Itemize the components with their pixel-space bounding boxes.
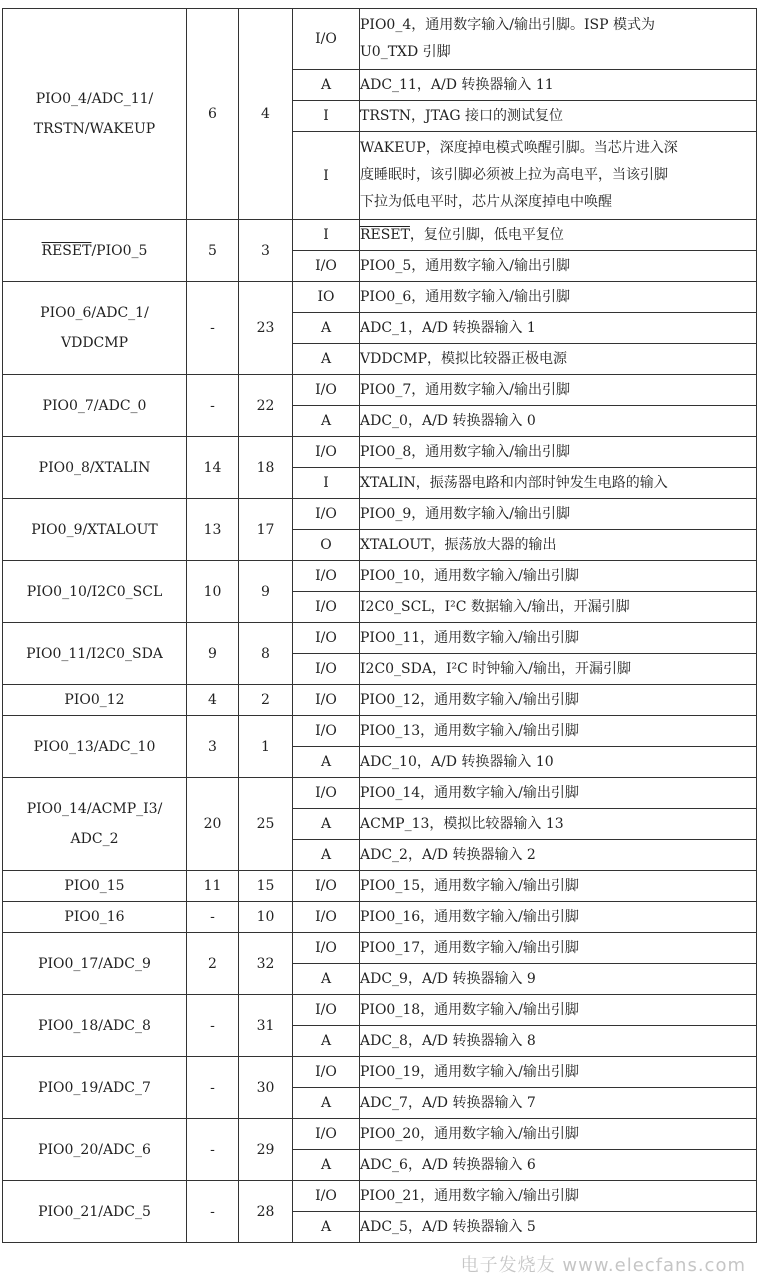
pin-description: PIO0_21，通用数字输入/输出引脚 [360,1181,757,1212]
pin-type: I [293,468,360,499]
pin-description: PIO0_6，通用数字输入/输出引脚 [360,282,757,313]
pin-number-b: 31 [239,995,293,1057]
pin-number-b: 8 [239,623,293,685]
pin-description: ADC_6，A/D 转换器输入 6 [360,1150,757,1181]
pin-type: I/O [293,561,360,592]
pin-number-a: 9 [187,623,239,685]
pin-type: I/O [293,592,360,623]
pin-name: PIO0_12 [3,685,187,716]
pin-description: ADC_9，A/D 转换器输入 9 [360,964,757,995]
pin-type: I [293,132,360,220]
pin-type: I/O [293,654,360,685]
pin-type: I [293,101,360,132]
pin-description: PIO0_12，通用数字输入/输出引脚 [360,685,757,716]
pin-description: ACMP_13，模拟比较器输入 13 [360,809,757,840]
pin-type: I/O [293,1181,360,1212]
pin-name: PIO0_11/I2C0_SDA [3,623,187,685]
pin-name: PIO0_19/ADC_7 [3,1057,187,1119]
pin-number-a: 14 [187,437,239,499]
pin-number-b: 29 [239,1119,293,1181]
table-row [3,933,757,964]
pin-name: PIO0_9/XTALOUT [3,499,187,561]
pin-number-a: 3 [187,716,239,778]
pin-type: I/O [293,623,360,654]
pin-number-a: - [187,1057,239,1119]
pin-description: ADC_1，A/D 转换器输入 1 [360,313,757,344]
table-row [3,9,757,70]
pin-description: I2C0_SCL，I²C 数据输入/输出，开漏引脚 [360,592,757,623]
pin-name: RESET/PIO0_5 [3,220,187,282]
pin-type: I/O [293,499,360,530]
pin-description: PIO0_8，通用数字输入/输出引脚 [360,437,757,468]
pin-description: PIO0_9，通用数字输入/输出引脚 [360,499,757,530]
pin-number-a: 6 [187,9,239,220]
table-row [3,778,757,809]
pin-name: PIO0_4/ADC_11/ TRSTN/WAKEUP [3,9,187,220]
pin-number-a: - [187,1119,239,1181]
pin-type: A [293,809,360,840]
pin-description: PIO0_15，通用数字输入/输出引脚 [360,871,757,902]
pin-description: PIO0_17，通用数字输入/输出引脚 [360,933,757,964]
pin-type: I/O [293,437,360,468]
pin-number-a: 5 [187,220,239,282]
pin-type: I/O [293,1119,360,1150]
table-row [3,716,757,747]
pin-name: PIO0_20/ADC_6 [3,1119,187,1181]
pin-description: ADC_5，A/D 转换器输入 5 [360,1212,757,1243]
pin-description: WAKEUP，深度掉电模式唤醒引脚。当芯片进入深 度睡眠时，该引脚必须被上拉为高电平，当该引脚 下拉为低电平时，芯片从深度掉电中唤醒 [360,132,757,220]
pin-description: PIO0_18，通用数字输入/输出引脚 [360,995,757,1026]
pin-number-b: 2 [239,685,293,716]
pin-description: PIO0_20，通用数字输入/输出引脚 [360,1119,757,1150]
table-row [3,375,757,406]
pin-type: A [293,964,360,995]
pin-type: A [293,406,360,437]
pin-description: PIO0_11，通用数字输入/输出引脚 [360,623,757,654]
pin-type: A [293,840,360,871]
pin-number-a: 10 [187,561,239,623]
pin-name: PIO0_7/ADC_0 [3,375,187,437]
pin-number-b: 25 [239,778,293,871]
pin-type: I/O [293,871,360,902]
table-row [3,1057,757,1088]
pin-description: PIO0_5，通用数字输入/输出引脚 [360,251,757,282]
pin-type: I/O [293,933,360,964]
pin-number-b: 4 [239,9,293,220]
pin-description: RESET，复位引脚，低电平复位 [360,220,757,251]
pin-type: I/O [293,9,360,70]
pin-table [2,8,757,1243]
table-row [3,1181,757,1212]
pin-name: PIO0_14/ACMP_I3/ ADC_2 [3,778,187,871]
table-row [3,1119,757,1150]
pin-description: PIO0_10，通用数字输入/输出引脚 [360,561,757,592]
table-row [3,282,757,313]
pin-number-a: 2 [187,933,239,995]
pin-description: VDDCMP，模拟比较器正极电源 [360,344,757,375]
pin-number-a: - [187,282,239,375]
pin-description: ADC_10，A/D 转换器输入 10 [360,747,757,778]
pin-number-b: 1 [239,716,293,778]
pin-description: PIO0_4，通用数字输入/输出引脚。ISP 模式为 U0_TXD 引脚 [360,9,757,70]
pin-name: PIO0_15 [3,871,187,902]
pin-type: I/O [293,1057,360,1088]
pin-description: XTALIN，振荡器电路和内部时钟发生电路的输入 [360,468,757,499]
watermark: 电子发烧友 www.elecfans.com [460,1255,746,1276]
pin-type: I/O [293,902,360,933]
pin-name: PIO0_21/ADC_5 [3,1181,187,1243]
pin-type: A [293,1026,360,1057]
pin-name: PIO0_10/I2C0_SCL [3,561,187,623]
table-row [3,685,757,716]
pin-number-b: 22 [239,375,293,437]
pin-description: PIO0_7，通用数字输入/输出引脚 [360,375,757,406]
pin-description: PIO0_13，通用数字输入/输出引脚 [360,716,757,747]
pin-number-b: 3 [239,220,293,282]
pin-table-body [3,9,757,1243]
pin-type: A [293,1088,360,1119]
pin-type: A [293,747,360,778]
pin-type: O [293,530,360,561]
pin-type: A [293,70,360,101]
pin-type: I/O [293,685,360,716]
pin-type: I/O [293,716,360,747]
pin-number-b: 23 [239,282,293,375]
pin-description: PIO0_14，通用数字输入/输出引脚 [360,778,757,809]
pin-number-a: 11 [187,871,239,902]
pin-description: ADC_11，A/D 转换器输入 11 [360,70,757,101]
pin-type: I/O [293,995,360,1026]
pin-type: IO [293,282,360,313]
pin-type: I/O [293,251,360,282]
pin-name: PIO0_13/ADC_10 [3,716,187,778]
pin-description: ADC_8，A/D 转换器输入 8 [360,1026,757,1057]
pin-description: PIO0_16，通用数字输入/输出引脚 [360,902,757,933]
pin-name: PIO0_18/ADC_8 [3,995,187,1057]
pin-name: PIO0_16 [3,902,187,933]
pin-number-a: - [187,995,239,1057]
pin-description: XTALOUT，振荡放大器的输出 [360,530,757,561]
pin-type: A [293,344,360,375]
pin-number-b: 9 [239,561,293,623]
pin-type: A [293,1212,360,1243]
pin-name: PIO0_6/ADC_1/ VDDCMP [3,282,187,375]
pin-type: A [293,1150,360,1181]
pin-type: I [293,220,360,251]
pin-description: PIO0_19，通用数字输入/输出引脚 [360,1057,757,1088]
pin-number-b: 17 [239,499,293,561]
pin-number-b: 32 [239,933,293,995]
pin-description: ADC_2，A/D 转换器输入 2 [360,840,757,871]
table-row [3,623,757,654]
pin-number-a: 4 [187,685,239,716]
pin-type: I/O [293,778,360,809]
table-row [3,499,757,530]
table-row [3,561,757,592]
pin-number-a: 20 [187,778,239,871]
pin-description: ADC_0，A/D 转换器输入 0 [360,406,757,437]
table-row [3,437,757,468]
pin-number-a: - [187,902,239,933]
pin-type: A [293,313,360,344]
pin-number-b: 18 [239,437,293,499]
pin-number-a: - [187,1181,239,1243]
pin-description: ADC_7，A/D 转换器输入 7 [360,1088,757,1119]
pin-number-b: 15 [239,871,293,902]
table-row [3,871,757,902]
pin-description: TRSTN，JTAG 接口的测试复位 [360,101,757,132]
table-row [3,220,757,251]
pin-name: PIO0_8/XTALIN [3,437,187,499]
pin-type: I/O [293,375,360,406]
pin-number-a: - [187,375,239,437]
pin-number-b: 28 [239,1181,293,1243]
pin-number-b: 30 [239,1057,293,1119]
pin-description: I2C0_SDA，I²C 时钟输入/输出，开漏引脚 [360,654,757,685]
pin-number-b: 10 [239,902,293,933]
table-row [3,995,757,1026]
pin-number-a: 13 [187,499,239,561]
pin-name: PIO0_17/ADC_9 [3,933,187,995]
table-row [3,902,757,933]
